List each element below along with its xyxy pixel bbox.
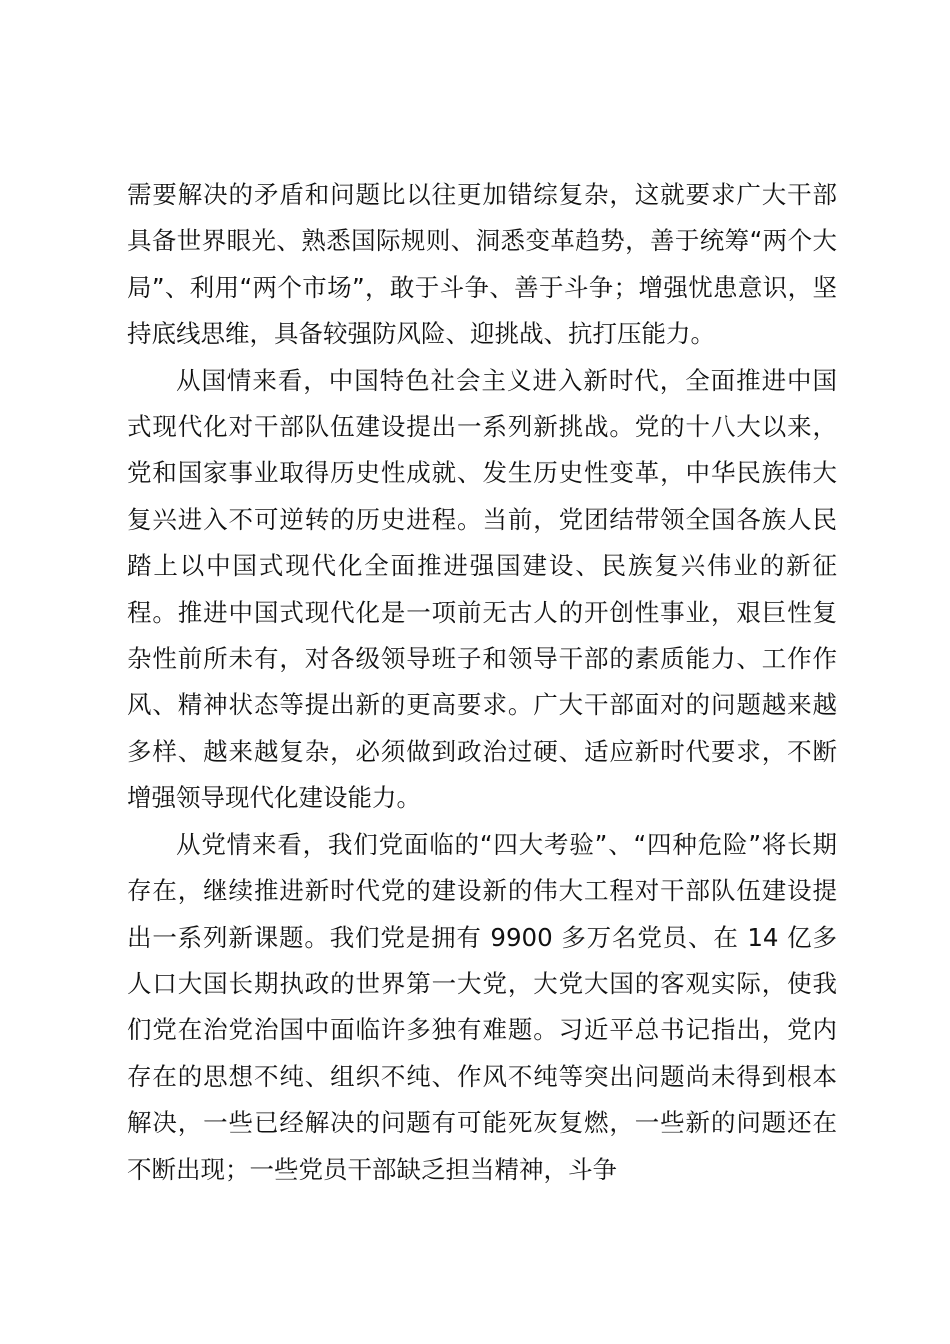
body-text: [127, 172, 837, 1193]
paragraph-3: 从党情来看，我们党面临的“四大考验”、“四种危险”将长期存在，继续推进新时代党的建设新的伟大工程对干部队伍建设提出一系列新课题。我们党是拥有 9900 多万名党员、在 14 亿多人口大国长期执政的世界第一大党，大党大国的客观实际，使我们党在治党治国中面临许多独有难题。习近平总书记指出，党内存在的思想不纯、组织不纯、作风不纯等突出问题尚未得到根本解决，一些已经解决的问题有可能死灰复燃，一些新的问题还在不断出现；一些党员干部缺乏担当精神，斗争: [127, 829, 837, 1184]
paragraph-2: 从国情来看，中国特色社会主义进入新时代，全面推进中国式现代化对干部队伍建设提出一系列新挑战。党的十八大以来，党和国家事业取得历史性成就、发生历史性变革，中华民族伟大复兴进入不可逆转的历史进程。当前，党团结带领全国各族人民踏上以中国式现代化全面推进强国建设、民族复兴伟业的新征程。推进中国式现代化是一项前无古人的开创性事业，艰巨性复杂性前所未有，对各级领导班子和领导干部的素质能力、工作作风、精神状态等提出新的更高要求。广大干部面对的问题越来越多样、越来越复杂，必须做到政治过硬、适应新时代要求，不断增强领导现代化建设能力。: [127, 365, 837, 813]
paragraph-1: 需要解决的矛盾和问题比以往更加错综复杂，这就要求广大干部具备世界眼光、熟悉国际规则、洞悉变革趋势，善于统筹“两个大局”、利用“两个市场”，敢于斗争、善于斗争；增强忧患意识，坚持底线思维，具备较强防风险、迎挑战、抗打压能力。: [127, 180, 837, 349]
